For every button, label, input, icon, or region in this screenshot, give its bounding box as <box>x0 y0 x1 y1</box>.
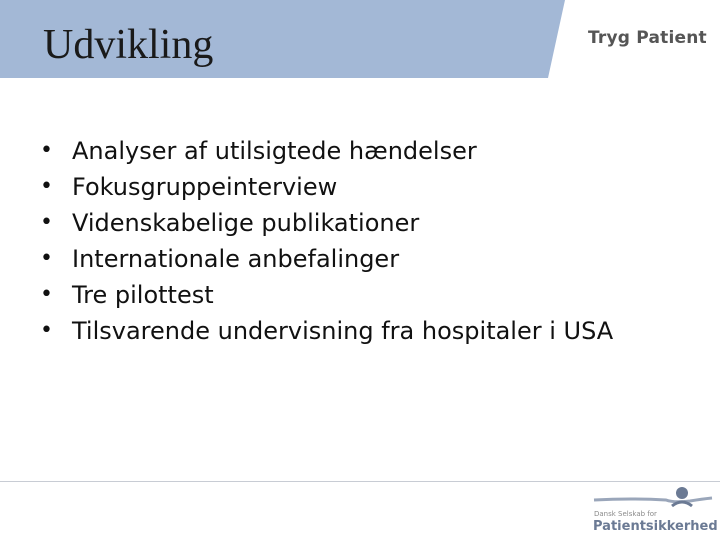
bullet-item <box>40 313 660 349</box>
bullet-text: Videnskabelige publikationer <box>72 209 420 237</box>
bullet-item <box>40 241 660 277</box>
bullet-text: Fokusgruppeinterview <box>72 173 338 201</box>
bullet-list <box>40 133 660 349</box>
bullet-dot-icon: • <box>40 210 53 235</box>
brand-logo-text: Tryg Patient <box>588 28 707 48</box>
bullet-dot-icon: • <box>40 282 53 307</box>
bullet-item <box>40 205 660 241</box>
patientsikkerhed-logo <box>592 486 718 536</box>
bullet-dot-icon: • <box>40 318 53 343</box>
bullet-text: Tilsvarende undervisning fra hospitaler i USA <box>72 317 614 345</box>
footer-divider <box>0 481 720 482</box>
bullet-dot-icon: • <box>40 138 53 163</box>
slide-title: Udvikling <box>43 22 214 68</box>
logo-small-text: Dansk Selskab for <box>594 510 657 518</box>
bullet-text: Tre pilottest <box>72 281 214 309</box>
bullet-item <box>40 277 660 313</box>
logo-main-text: Patientsikkerhed <box>593 519 718 534</box>
bullet-dot-icon: • <box>40 174 53 199</box>
bullet-item <box>40 133 660 169</box>
bullet-text: Analyser af utilsigtede hændelser <box>72 137 477 165</box>
bullet-text: Internationale anbefalinger <box>72 245 400 273</box>
bullet-item <box>40 169 660 205</box>
bullet-dot-icon: • <box>40 246 53 271</box>
